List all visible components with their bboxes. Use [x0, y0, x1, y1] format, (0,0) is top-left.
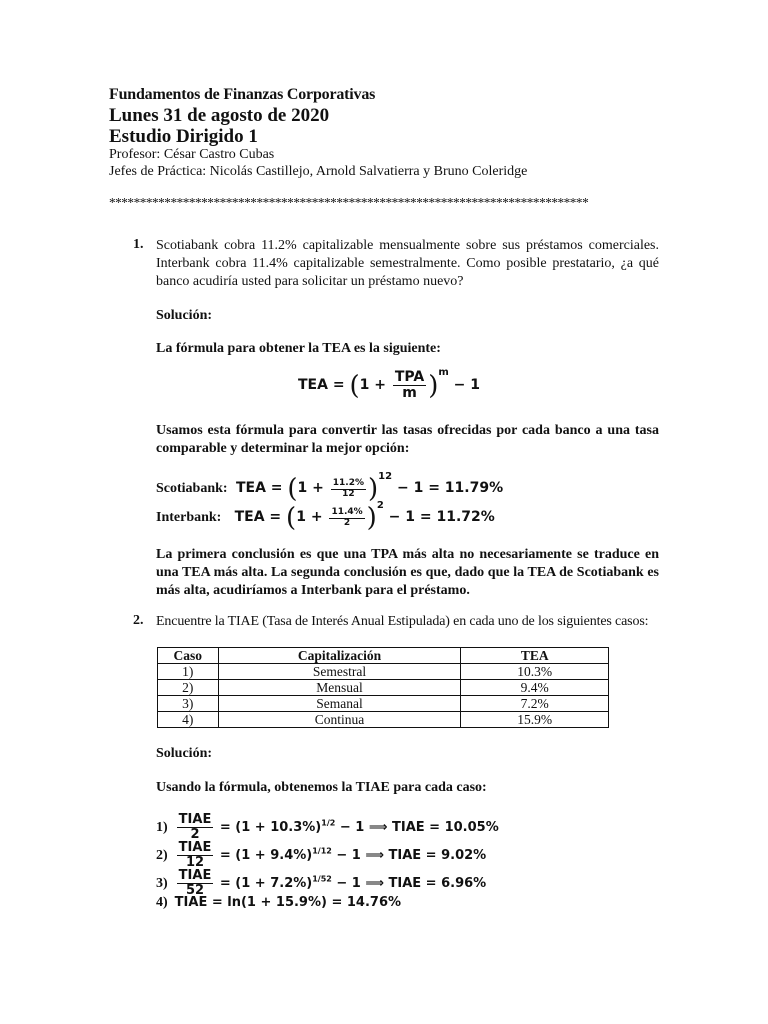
formula-fraction — [393, 370, 426, 402]
formula-tail: − 1 — [448, 377, 481, 394]
separator-line: ****************************************************************************** — [109, 195, 589, 210]
result-3-den: 52 — [185, 883, 205, 899]
inter-fraction — [329, 508, 364, 529]
result-2-exp: 1/12 — [312, 846, 332, 856]
table-row — [158, 696, 609, 712]
result-4 — [156, 895, 401, 911]
result-4-label: 4) — [156, 895, 168, 910]
result-1-fraction — [177, 813, 214, 843]
q1-usage-text: Usamos esta fórmula para convertir las tasas ofrecidas por cada banco a una tasa comparable y determinar la mejor opción: — [156, 423, 659, 456]
result-2-num: TIAE — [178, 840, 212, 855]
q1-formula-intro: La fórmula para obtener la TEA es la siguiente: — [156, 341, 441, 356]
inter-den: 2 — [343, 517, 351, 528]
cell-caso: 1) — [158, 664, 219, 680]
formula-exp: m — [438, 367, 449, 379]
result-3-exp: 1/52 — [312, 874, 332, 884]
q2-intro: Usando la fórmula, obtenemos la TIAE para cada caso: — [156, 780, 487, 795]
question-2-number: 2. — [133, 613, 144, 628]
scotia-den: 12 — [342, 488, 355, 499]
header-tea: TEA — [461, 648, 609, 664]
result-2-base: = (1 + 9.4%) — [215, 848, 313, 864]
result-1-den: 2 — [190, 827, 200, 843]
tea-formula: TEA = (1 + $\frac{\text{TPA}}{m}$ )$^m$ − 1 — [298, 367, 481, 402]
question-2-text: Encuentre la TIAE (Tasa de Interés Anual Estipulada) en cada uno de los siguientes casos: — [156, 614, 649, 629]
result-2-label: 2) — [156, 848, 168, 864]
inter-result: − 1 = 11.72% — [383, 509, 495, 526]
scotia-exp: 12 — [378, 470, 393, 482]
result-1-base: = (1 + 10.3%) — [215, 820, 322, 836]
cell-tea: 15.9% — [461, 712, 609, 728]
professor-line: Profesor: César Castro Cubas — [109, 147, 275, 162]
result-1-label: 1) — [156, 820, 168, 836]
cell-capitalizacion: Continua — [218, 712, 461, 728]
inter-num: 11.4% — [331, 506, 363, 517]
cell-capitalizacion: Semestral — [218, 664, 461, 680]
cell-caso: 2) — [158, 680, 219, 696]
scotia-result: − 1 = 11.79% — [392, 480, 504, 497]
result-1-exp: 1/2 — [321, 818, 336, 828]
question-1-number: 1. — [133, 237, 144, 252]
table-row — [158, 680, 609, 696]
result-1-tail: − 1 ⟹ TIAE = 10.05% — [335, 820, 499, 836]
result-3-label: 3) — [156, 876, 168, 892]
question-1-text: Scotiabank cobra 11.2% capitalizable mensualmente sobre sus préstamos comerciales. Interbank cobra 11.4% capitalizable semestralmente. Como posible prestatario, ¿a qué banco acudiría usted para solicitar un préstamo nuevo? — [156, 238, 659, 289]
scotia-num: 11.2% — [332, 477, 365, 488]
result-1 — [156, 813, 499, 843]
cell-caso: 4) — [158, 712, 219, 728]
interbank-row: Interbank: TEA = (1 + $\frac{11.4\%}{2}$ )$^2$ − 1 = 11.72% — [156, 499, 495, 533]
table-row — [158, 712, 609, 728]
scotia-fraction — [331, 479, 366, 500]
cell-caso: 3) — [158, 696, 219, 712]
course-title: Fundamentos de Finanzas Corporativas — [109, 86, 376, 103]
cell-tea: 9.4% — [461, 680, 609, 696]
table-row — [158, 664, 609, 680]
result-3-tail: − 1 ⟹ TIAE = 6.96% — [331, 876, 487, 892]
scotiabank-label: Scotiabank: — [156, 481, 228, 497]
interbank-label: Interbank: — [156, 510, 222, 526]
study-title: Estudio Dirigido 1 — [109, 126, 258, 147]
formula-lhs: TEA = — [298, 377, 350, 394]
scotiabank-row: Scotiabank: TEA = (1 + $\frac{11.2\%}{12}$ )$^{12}$ − 1 = 11.79% — [156, 470, 504, 504]
cell-tea: 10.3% — [461, 664, 609, 680]
cell-capitalizacion: Mensual — [218, 680, 461, 696]
cell-capitalizacion: Semanal — [218, 696, 461, 712]
cases-table — [157, 647, 609, 728]
result-3-num: TIAE — [178, 868, 212, 883]
date-title: Lunes 31 de agosto de 2020 — [109, 105, 330, 126]
result-2-tail: − 1 ⟹ TIAE = 9.02% — [331, 848, 487, 864]
result-3-base: = (1 + 7.2%) — [215, 876, 313, 892]
result-4-formula: TIAE = ln(1 + 15.9%) = 14.76% — [174, 895, 402, 910]
result-1-num: TIAE — [178, 812, 212, 827]
result-2-den: 12 — [185, 855, 205, 871]
result-2-fraction — [177, 841, 214, 871]
q1-solution-label: Solución: — [156, 308, 213, 323]
q2-solution-label: Solución: — [156, 746, 213, 761]
cell-tea: 7.2% — [461, 696, 609, 712]
q1-conclusion: La primera conclusión es que una TPA más alta no necesariamente se traduce en una TEA más alta. La segunda conclusión es que, dado que la TEA de Scotiabank es más alta, acudiríamos a Interbank para el préstamo. — [156, 547, 659, 598]
result-2 — [156, 841, 486, 871]
table-header-row — [158, 648, 609, 664]
header-capitalizacion: Capitalización — [218, 648, 461, 664]
assistants-line: Jefes de Práctica: Nicolás Castillejo, Arnold Salvatierra y Bruno Coleridge — [109, 164, 528, 179]
header-caso: Caso — [158, 648, 219, 664]
formula-num: TPA — [394, 369, 425, 385]
inter-exp: 2 — [376, 499, 384, 511]
formula-den: m — [402, 385, 417, 402]
